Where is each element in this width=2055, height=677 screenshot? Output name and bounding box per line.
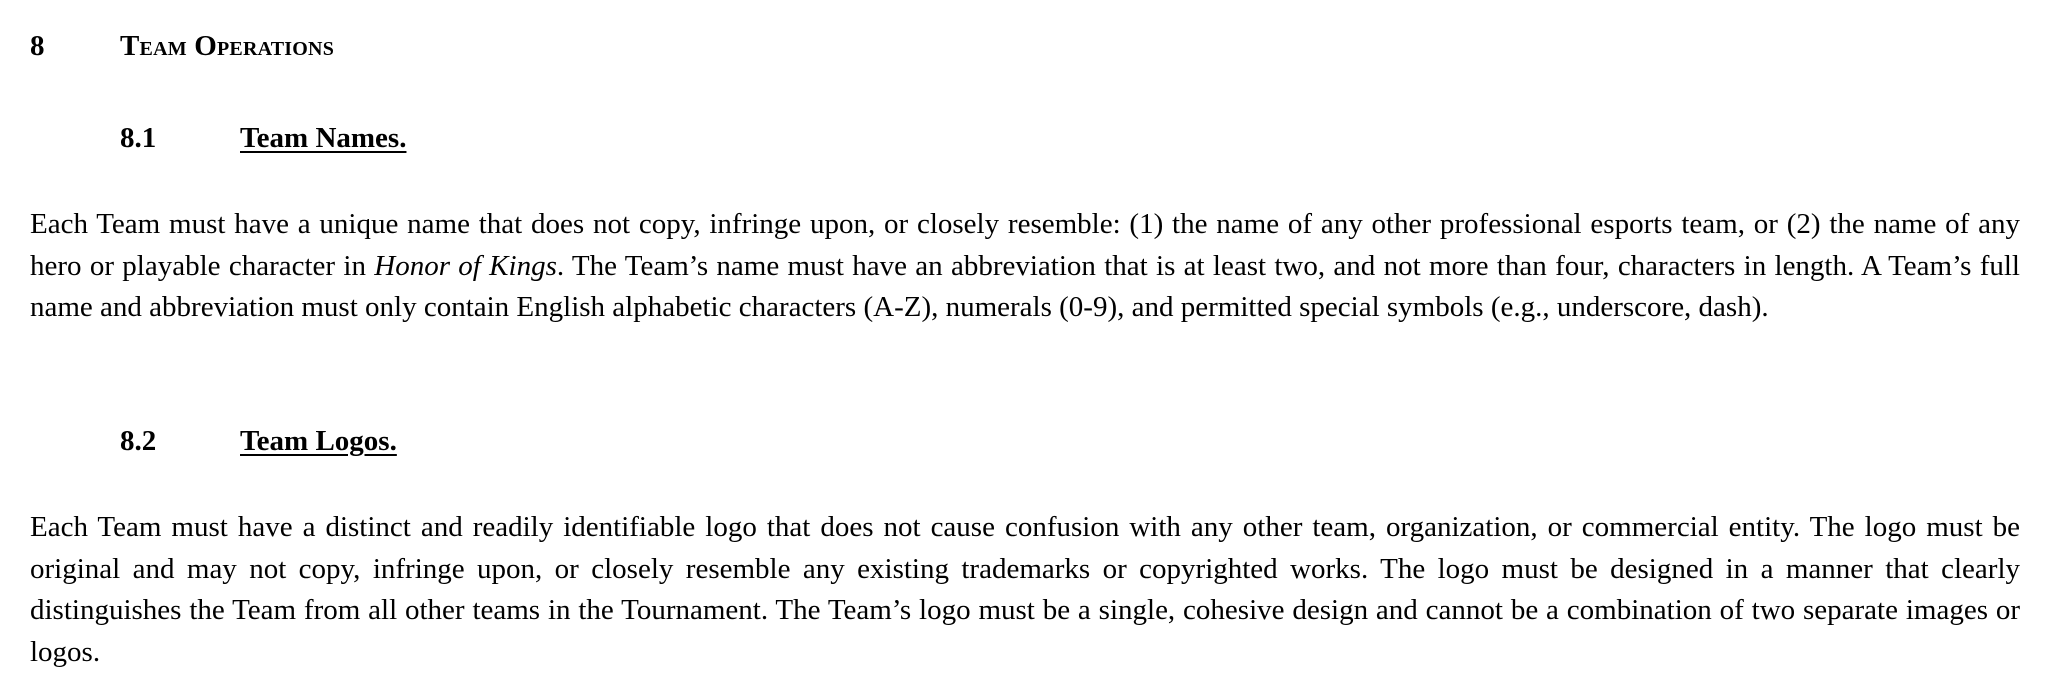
subsection-title: Team Names. — [240, 122, 407, 154]
game-title-italic: Honor of Kings — [374, 249, 557, 282]
subsection-number: 8.1 — [120, 122, 157, 154]
subsection-title: Team Logos. — [240, 425, 397, 457]
team-logos-paragraph — [30, 507, 2020, 673]
subsection-number: 8.2 — [120, 425, 157, 457]
paragraph-text: . The Team’s name must have an abbreviation that is at least two, and not more than four, characters in length. A Team’s full name and abbreviation must only contain English alphabetic characters (A-Z), numerals (0-9), and permitted special symbols (e.g., underscore, dash). — [30, 249, 2020, 323]
section-number: 8 — [30, 30, 45, 62]
paragraph-text: Each Team must have a unique name that does not copy, infringe upon, or closely resemble: (1) the name of any other professional esports team, or (2) the name of any hero or playable character in — [30, 208, 2020, 282]
paragraph-text: Each Team must have a distinct and readily identifiable logo that does not cause confusion with any other team, organization, or commercial entity. The logo must be original and may not copy, infringe upon, or closely resemble any existing trademarks or copyrighted works. The logo must be designed in a manner that clearly distinguishes the Team from all other teams in the Tournament. The Team’s logo must be a single, cohesive design and cannot be a combination of two separate images or logos. — [30, 511, 2020, 668]
team-names-paragraph — [30, 204, 2020, 329]
section-title: Team Operations — [120, 30, 335, 62]
